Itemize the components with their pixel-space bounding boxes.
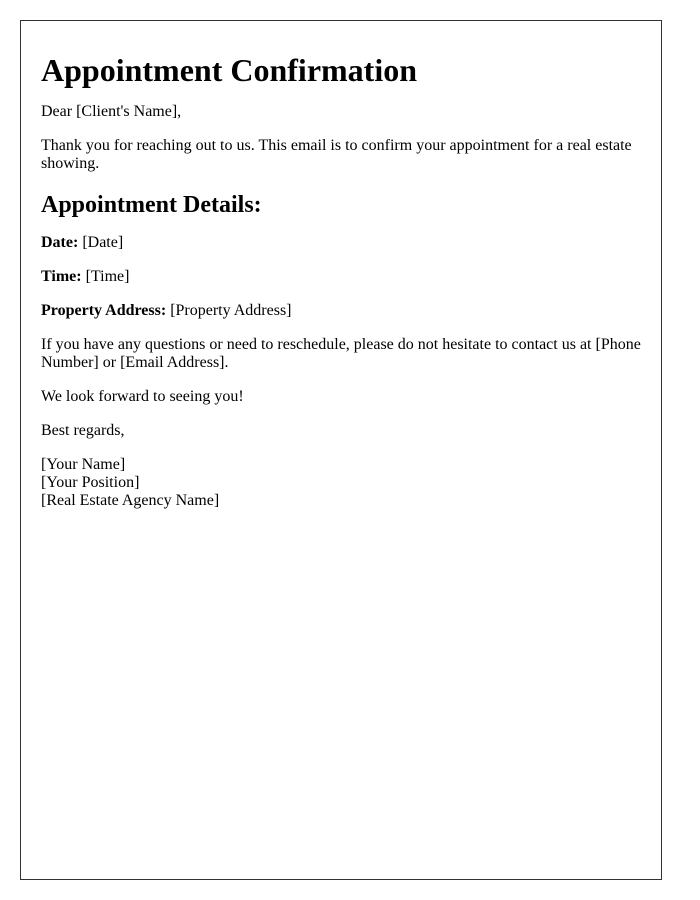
contact-paragraph: If you have any questions or need to reschedule, please do not hesitate to contact us at [Phone Number] or [Email Address]. [41,336,641,372]
detail-date [41,234,641,252]
signature-position: [Your Position] [41,474,140,492]
detail-time-value: [Time] [81,268,130,286]
detail-time [41,268,641,286]
detail-address-value: [Property Address] [166,302,292,320]
closing-line: We look forward to seeing you! [41,388,244,406]
detail-address-label: Property Address: [41,302,167,320]
letter-container [20,20,662,880]
signature-name: [Your Name] [41,456,126,474]
signature-block [41,456,641,510]
detail-time-label: Time: [41,268,82,286]
greeting: Dear [Client's Name], [41,103,182,121]
detail-date-value: [Date] [78,234,124,252]
signature-agency: [Real Estate Agency Name] [41,492,220,510]
details-heading: Appointment Details: [41,192,262,219]
detail-address [41,302,641,320]
letter-title: Appointment Confirmation [41,52,418,88]
intro-paragraph: Thank you for reaching out to us. This email is to confirm your appointment for a real estate showing. [41,137,632,173]
detail-date-label: Date: [41,234,79,252]
sign-off: Best regards, [41,422,125,440]
